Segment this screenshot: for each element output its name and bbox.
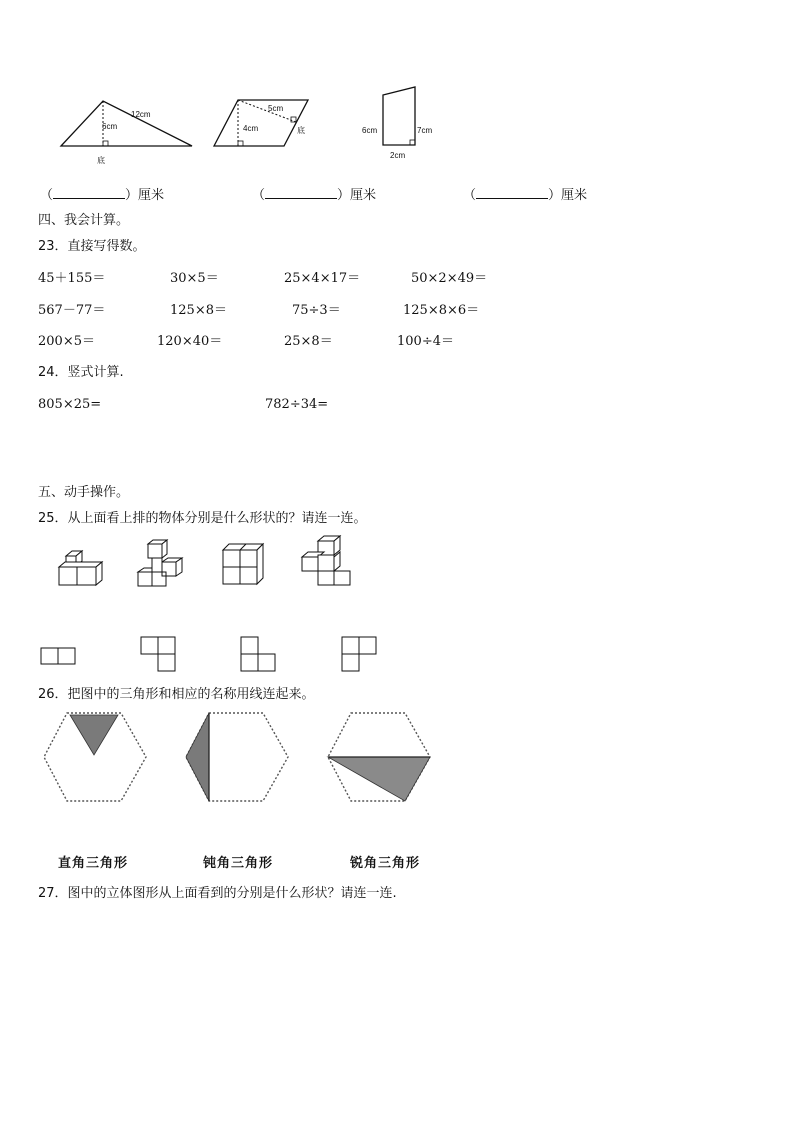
calc-r3-c2: 120×40＝ [157,334,223,349]
calc-r2-c3: 75÷3＝ [292,303,341,318]
q27-title: 27．图中的立体图形从上面看到的分别是什么形状？请连一连. [38,886,397,901]
q26-title: 26．把图中的三角形和相应的名称用线连起来。 [38,687,315,702]
hexagon-figure-2 [184,710,290,805]
label-obtuse-triangle: 钝角三角形 [203,856,274,871]
section-4-title: 四、我会计算。 [38,213,130,228]
cube-object-3 [221,542,269,590]
triangle-base-label: 底 [97,156,105,165]
answer-blank-1[interactable]: （ ）厘米 [40,188,165,203]
trapezoid-left-label: 6cm [362,126,378,135]
calc-r2-c2: 125×8＝ [170,303,227,318]
q24-item-1: 805×25= [38,397,102,412]
calc-r2-c1: 567－77＝ [38,303,106,318]
calc-r3-c3: 25×8＝ [284,334,333,349]
calc-r1-c2: 30×5＝ [170,271,219,286]
calc-r1-c4: 50×2×49＝ [411,271,488,286]
parallelogram-base-label: 底 [297,126,305,135]
calc-r1-c3: 25×4×17＝ [284,271,361,286]
parallelogram-height-label: 4cm [243,124,259,133]
section-5-title: 五、动手操作。 [38,485,130,500]
label-right-triangle: 直角三角形 [58,856,129,871]
cube-object-2 [136,540,188,592]
trapezoid-figure [380,85,420,150]
cube-object-1 [56,548,106,588]
label-acute-triangle: 锐角三角形 [350,856,421,871]
triangle-height-label: 6cm [102,122,118,131]
parallelogram-side-label: 5cm [268,104,284,113]
hexagon-figure-3 [326,710,432,805]
top-view-shape-1 [40,647,80,667]
triangle-figure [58,98,198,168]
cube-object-4 [298,535,356,591]
calc-r2-c4: 125×8×6＝ [403,303,480,318]
answer-blank-3[interactable]: （ ）厘米 [463,188,588,203]
trapezoid-right-label: 7cm [417,126,433,135]
top-view-shape-2 [140,636,180,676]
answer-blank-2[interactable]: （ ）厘米 [252,188,377,203]
calc-r3-c4: 100÷4＝ [397,334,454,349]
q23-title: 23．直接写得数。 [38,239,146,254]
top-view-shape-3 [240,636,280,676]
calc-r3-c1: 200×5＝ [38,334,95,349]
q25-title: 25．从上面看上排的物体分别是什么形状的？请连一连。 [38,511,367,526]
calc-r1-c1: 45＋155＝ [38,271,106,286]
q24-item-2: 782÷34= [265,397,329,412]
q24-title: 24．竖式计算. [38,365,124,380]
top-view-shape-4 [341,636,381,676]
trapezoid-bottom-label: 2cm [390,151,406,160]
triangle-slant-label: 12cm [131,110,151,119]
hexagon-figure-1 [42,710,148,805]
